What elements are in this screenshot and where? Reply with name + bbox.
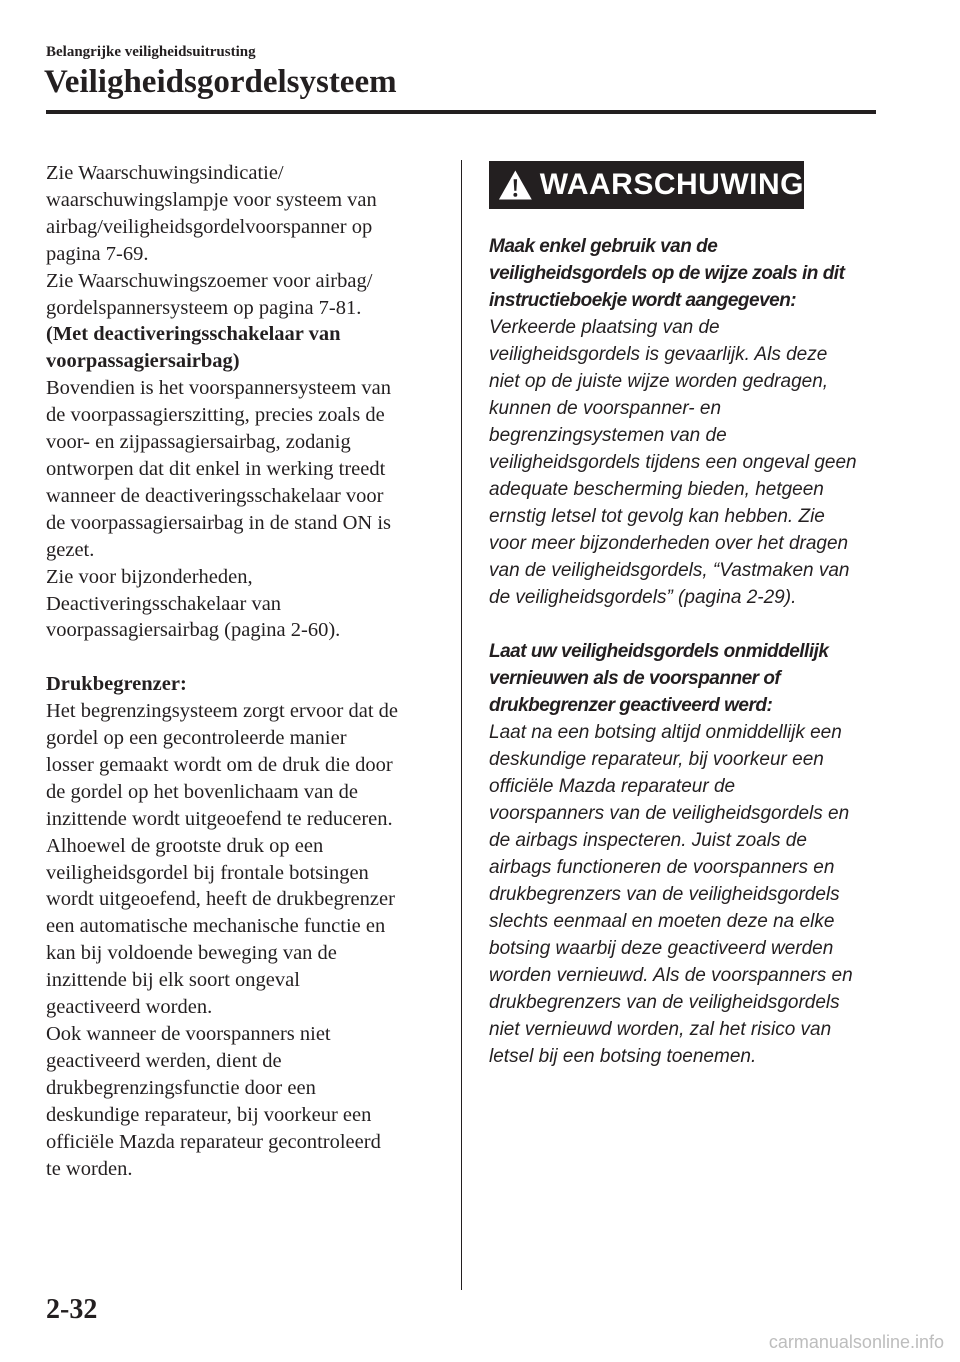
body-line: ontworpen dat dit enkel in werking treedt xyxy=(46,457,386,480)
body-line: Het begrenzingsysteem zorgt ervoor dat de xyxy=(46,700,398,723)
warning-line: deskundige reparateur, bij voorkeur een xyxy=(489,749,824,770)
warning-line: veiligheidsgordels tijdens een ongeval geen xyxy=(489,452,857,473)
warning-line: botsing waarbij deze geactiveerd werden xyxy=(489,938,834,959)
body-line: Bovendien is het voorspannersysteem van xyxy=(46,377,392,400)
body-line: wanneer de deactiveringsschakelaar voor xyxy=(46,484,384,507)
body-line: officiële Mazda reparateur gecontroleerd xyxy=(46,1130,381,1153)
body-line: de voorpassagiersairbag in de stand ON is xyxy=(46,511,391,534)
warning-heading-line: instructieboekje wordt aangegeven: xyxy=(489,290,797,311)
body-line: Zie Waarschuwingsindicatie/ xyxy=(46,162,284,184)
body-line: de gordel op het bovenlichaam van de xyxy=(46,780,358,803)
warning-line: adequate bescherming bieden, hetgeen xyxy=(489,479,824,500)
body-line: voorpassagiersairbag (pagina 2-60). xyxy=(46,619,341,642)
body-line: Zie Waarschuwingszoemer voor airbag/ xyxy=(46,269,373,292)
body-line: inzittende bij elk soort ongeval xyxy=(46,969,300,992)
warning-line: drukbegrenzers van de veiligheidsgordels xyxy=(489,992,840,1013)
warning-line: begrenzingsystemen van de xyxy=(489,425,727,446)
warning-label: WAARSCHUWING xyxy=(539,168,804,201)
body-line: wordt uitgeoefend, heeft de drukbegrenzer xyxy=(46,888,395,911)
body-line: inzittende wordt uitgeoefend te reduceren. xyxy=(46,807,393,830)
title-rule xyxy=(46,110,876,114)
body-line: drukbegrenzingsfunctie door een xyxy=(46,1076,316,1099)
body-line: Ook wanneer de voorspanners niet xyxy=(46,1022,331,1045)
body-line: een automatische mechanische functie en xyxy=(46,915,386,938)
body-line: Alhoewel de grootste druk op een xyxy=(46,834,324,857)
left-column-body xyxy=(46,160,446,1182)
warning-triangle-icon xyxy=(497,168,534,202)
warning-heading-line: drukbegrenzer geactiveerd werd: xyxy=(489,695,773,716)
body-line: Zie voor bijzonderheden, xyxy=(46,565,253,588)
subheading-line: voorpassagiersairbag) xyxy=(46,350,240,373)
warning-line: officiële Mazda reparateur de xyxy=(489,776,736,797)
warning-line: Verkeerde plaatsing van de xyxy=(489,317,720,338)
warning-line: niet op de juiste wijze worden gedragen, xyxy=(489,371,829,392)
warning-line: Laat na een botsing altijd onmiddellijk een xyxy=(489,722,842,743)
warning-banner xyxy=(489,161,804,209)
body-line: te worden. xyxy=(46,1157,133,1180)
warning-heading-line: veiligheidsgordels op de wijze zoals in dit xyxy=(489,263,845,284)
body-line: geactiveerd worden. xyxy=(46,996,213,1019)
body-line: kan bij voldoende beweging van de xyxy=(46,942,337,965)
warning-line: de veiligheidsgordels” (pagina 2-29). xyxy=(489,587,797,608)
warning-line: kunnen de voorspanner- en xyxy=(489,398,722,419)
column-divider xyxy=(461,160,462,1290)
body-line: voor- en zijpassagiersairbag, zodanig xyxy=(46,431,351,454)
page-number: 2-32 xyxy=(46,1294,98,1325)
warning-line: slechts eenmaal en moeten deze na elke xyxy=(489,911,835,932)
warning-line: airbags functioneren de voorspanners en xyxy=(489,857,835,878)
warning-line: drukbegrenzers van de veiligheidsgordels xyxy=(489,884,840,905)
warning-line: voor meer bijzonderheden over het dragen xyxy=(489,533,849,554)
watermark-text: carmanualsonline.info xyxy=(768,1332,944,1352)
page-title: Veiligheidsgordelsysteem xyxy=(44,64,397,100)
body-line: deskundige reparateur, bij voorkeur een xyxy=(46,1103,372,1126)
body-line: losser gemaakt wordt om de druk die door xyxy=(46,753,393,776)
subheading-line: (Met deactiveringsschakelaar van xyxy=(46,323,341,346)
warning-line: de airbags inspecteren. Juist zoals de xyxy=(489,830,807,851)
body-line: veiligheidsgordel bij frontale botsingen xyxy=(46,861,369,884)
body-line: Deactiveringsschakelaar van xyxy=(46,592,282,615)
warning-line: veiligheidsgordels is gevaarlijk. Als deze xyxy=(489,344,828,365)
warning-heading-line: Maak enkel gebruik van de xyxy=(489,236,718,257)
subheading-line: Drukbegrenzer: xyxy=(46,673,187,696)
warning-heading-line: Laat uw veiligheidsgordels onmiddellijk xyxy=(489,641,829,662)
warning-line: ernstig letsel tot gevolg kan hebben. Zie xyxy=(489,506,825,527)
warning-line: worden vernieuwd. Als de voorspanners en xyxy=(489,965,853,986)
warning-line: niet vernieuwd worden, zal het risico van xyxy=(489,1019,832,1040)
warning-heading-line: vernieuwen als de voorspanner of xyxy=(489,668,781,689)
body-line: gordelspannersysteem op pagina 7-81. xyxy=(46,296,362,319)
warning-line: voorspanners van de veiligheidsgordels en xyxy=(489,803,850,824)
body-line: airbag/veiligheidsgordelvoorspanner op xyxy=(46,215,373,238)
body-line: pagina 7-69. xyxy=(46,242,149,265)
body-line: waarschuwingslampje voor systeem van xyxy=(46,188,377,211)
body-line: gordel op een gecontroleerde manier xyxy=(46,727,347,750)
section-label: Belangrijke veiligheidsuitrusting xyxy=(46,44,256,60)
body-line: geactiveerd werden, dient de xyxy=(46,1049,282,1072)
warning-body xyxy=(489,233,889,1070)
warning-line: letsel bij een botsing toenemen. xyxy=(489,1046,757,1067)
body-line: gezet. xyxy=(46,538,95,561)
body-line: de voorpassagierszitting, precies zoals de xyxy=(46,404,385,427)
warning-line: van de veiligheidsgordels, “Vastmaken van xyxy=(489,560,850,581)
